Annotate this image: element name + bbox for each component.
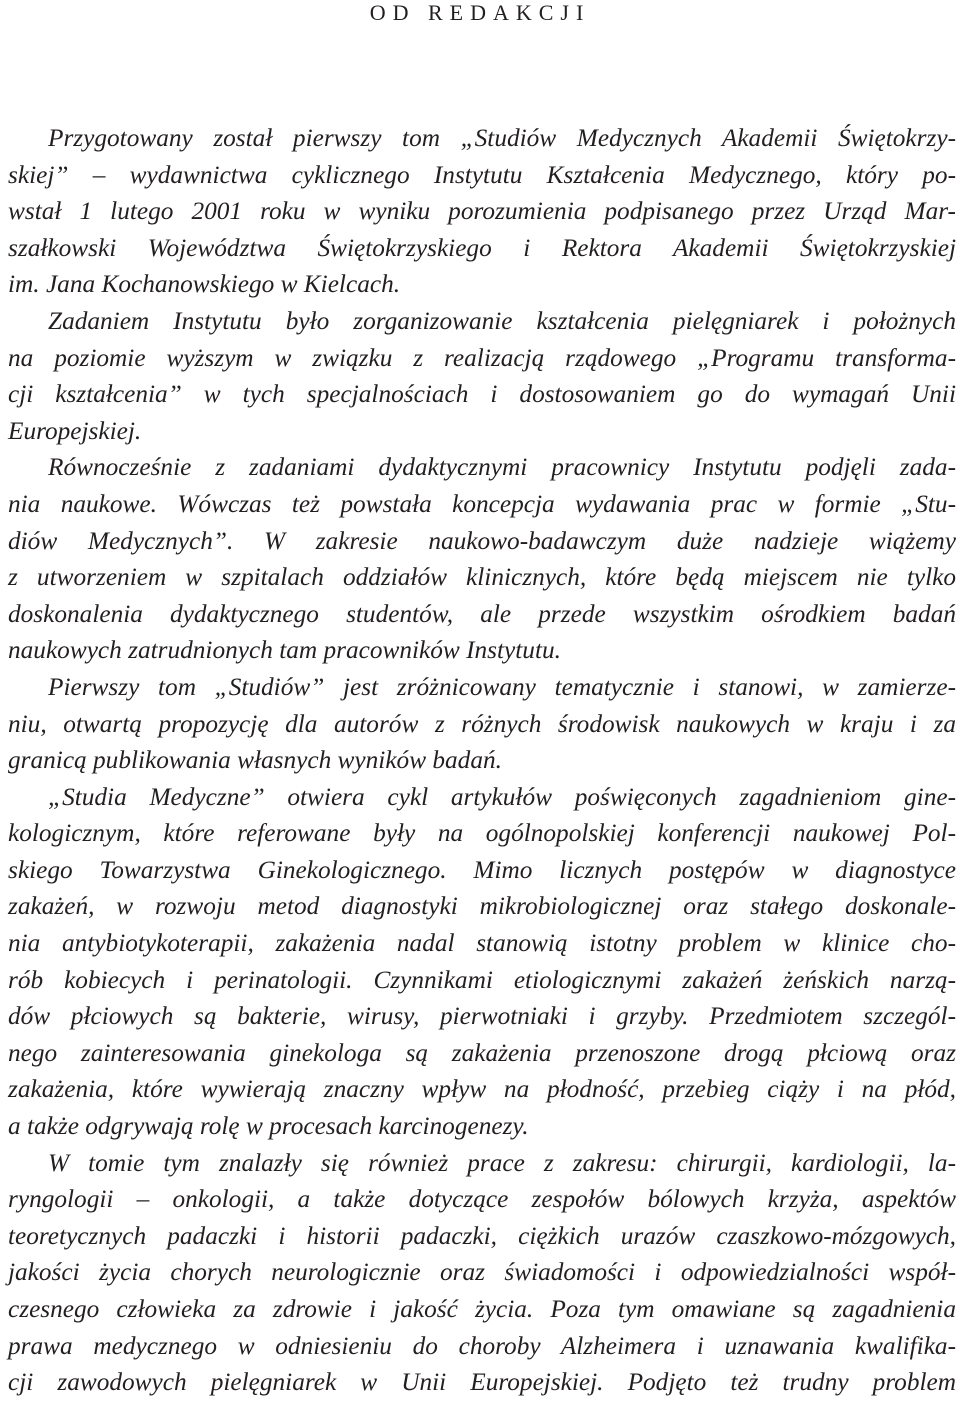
text-line: nia naukowe. Wówczas też powstała koncepcja wydawania prac w formie „Stu- [8, 489, 956, 518]
text-line: zakażeń, w rozwoju metod diagnostyki mikrobiologicznej oraz stałego doskonale- [8, 892, 956, 921]
text-line: W tomie tym znalazły się również prace z zakresu: chirurgii, kardiologii, la- [48, 1148, 956, 1177]
text-line: granicą publikowania własnych wyników badań. [8, 746, 502, 775]
text-line: czesnego człowieka za zdrowie i jakość życia. Poza tym omawiane są zagadnienia [8, 1295, 956, 1323]
text-line: cji zawodowych pielęgniarek w Unii Europejskiej. Podjęto też trudny problem [8, 1368, 956, 1397]
text-line: Równocześnie z zadaniami dydaktycznymi pracownicy Instytutu podjęli zada- [48, 453, 956, 482]
text-line: ryngologii – onkologii, a także dotyczące zespołów bólowych krzyża, aspektów [8, 1185, 956, 1214]
text-line: skiej” – wydawnictwa cyklicznego Instytutu Kształcenia Medycznego, który po- [8, 160, 956, 189]
text-line: z utworzeniem w szpitalach oddziałów klinicznych, które będą miejscem nie tylko [8, 563, 956, 592]
text-line: jakości życia chorych neurologicznie oraz świadomości i odpowiedzialności współ- [8, 1258, 956, 1287]
text-line: na poziomie wyższym w związku z realizacją rządowego „Programu transforma- [8, 343, 956, 372]
text-line: skiego Towarzystwa Ginekologicznego. Mimo licznych postępów w diagnostyce [8, 855, 956, 884]
text-line: a także odgrywają rolę w procesach karcinogenezy. [8, 1112, 529, 1141]
editorial-text [8, 120, 956, 1401]
text-line: prawa medycznego w odniesieniu do choroby Alzheimera i uznawania kwalifika- [8, 1331, 956, 1360]
text-line: Europejskiej. [8, 416, 142, 445]
text-line: Zadaniem Instytutu było zorganizowanie kształcenia pielęgniarek i położnych [48, 306, 956, 335]
text-line: cji kształcenia” w tych specjalnościach i dostosowaniem go do wymagań Unii [8, 380, 956, 409]
text-line: nia antybiotykoterapii, zakażenia nadal stanowią istotny problem w klinice cho- [8, 929, 956, 958]
text-line: dów płciowych są bakterie, wirusy, pierwotniaki i grzyby. Przedmiotem szczegól- [8, 1002, 956, 1031]
text-line: szałkowski Województwa Świętokrzyskiego i Rektora Akademii Świętokrzyskiej [8, 233, 956, 262]
text-line: „Studia Medyczne” otwiera cykl artykułów poświęconych zagadnieniom gine- [48, 782, 956, 811]
text-line: teoretycznych padaczki i historii padaczki, ciężkich urazów czaszkowo-mózgowych, [8, 1221, 956, 1250]
text-line: niu, otwartą propozycję dla autorów z różnych środowisk naukowych w kraju i za [8, 709, 956, 738]
text-line: rób kobiecych i perinatologii. Czynnikami etiologicznymi zakażeń żeńskich narzą- [8, 965, 956, 994]
page-heading: OD REDAKCJI [369, 0, 591, 25]
text-line: Pierwszy tom „Studiów” jest zróżnicowany tematycznie i stanowi, w zamierze- [48, 672, 956, 701]
text-line: diów Medycznych”. W zakresie naukowo-badawczym duże nadzieje wiążemy [8, 526, 956, 555]
text-line: zakażenia, które wywierają znaczny wpływ na płodność, przebieg ciąży i na płód, [8, 1075, 956, 1104]
text-line: naukowych zatrudnionych tam pracowników Instytutu. [8, 636, 561, 665]
text-line: doskonalenia dydaktycznego studentów, ale przede wszystkim ośrodkiem badań [8, 599, 956, 628]
text-line: nego zainteresowania ginekologa są zakażenia przenoszone drogą płciową oraz [8, 1038, 956, 1067]
text-line: im. Jana Kochanowskiego w Kielcach. [8, 270, 401, 299]
text-line: kologicznym, które referowane były na ogólnopolskiej konferencji naukowej Pol- [8, 819, 956, 848]
text-line: Przygotowany został pierwszy tom „Studiów Medycznych Akademii Świętokrzy- [48, 124, 956, 152]
text-line: wstał 1 lutego 2001 roku w wyniku porozumienia podpisanego przez Urząd Mar- [8, 197, 956, 226]
